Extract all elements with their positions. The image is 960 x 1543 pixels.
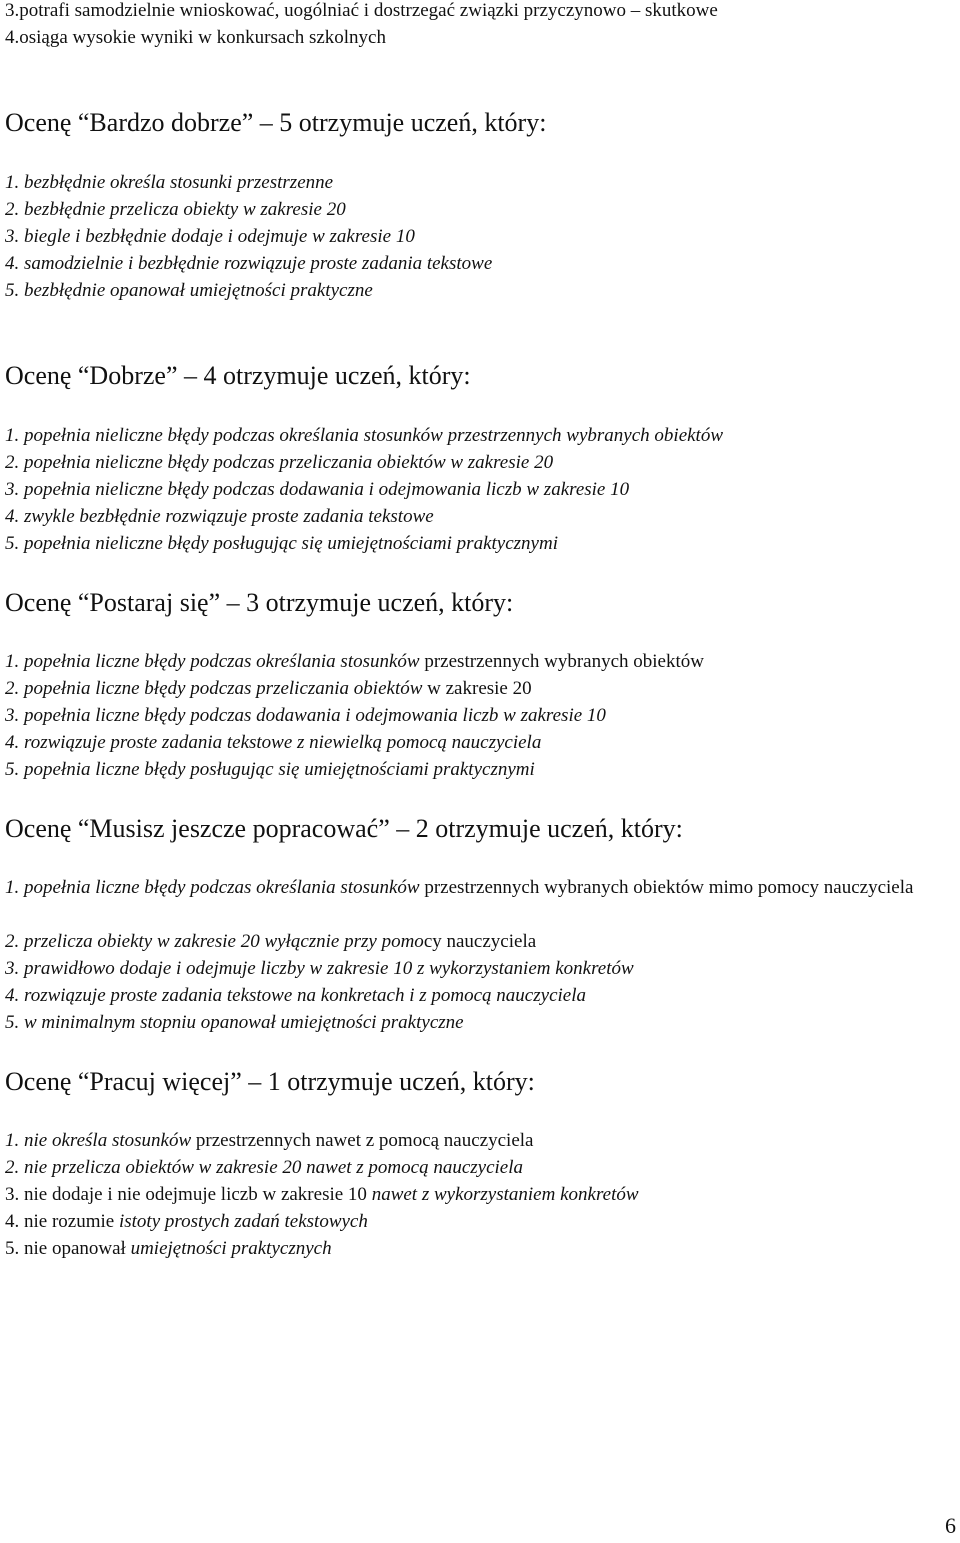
grade4-section xyxy=(5,358,471,394)
grade2-item-1-tail: mimo pomocy nauczyciela xyxy=(703,877,914,898)
grade1-item-2-italic: 2. nie przelicza obiektów w zakresie 20 nawet z pomocą nauczyciela xyxy=(5,1157,524,1178)
grade2-section xyxy=(5,811,683,847)
grade3-item-1-italic: 1. popełnia liczne błędy podczas określania stosunków xyxy=(5,651,420,672)
intro-item-4: 4.osiąga wysokie wyniki w konkursach szkolnych xyxy=(5,27,386,48)
grade1-item-4 xyxy=(5,1208,639,1235)
grade3-section xyxy=(5,585,513,621)
grade5-item-1: 1. bezbłędnie określa stosunki przestrzenne xyxy=(5,172,334,193)
grade1-item-3-italic: nawet z wykorzystaniem konkretów xyxy=(366,1184,639,1205)
grade1-item-3 xyxy=(5,1181,639,1208)
grade5-item-2: 2. bezbłędnie przelicza obiekty w zakresie 20 xyxy=(5,199,346,220)
grade1-item-5 xyxy=(5,1235,639,1262)
grade4-item-1: 1. popełnia nieliczne błędy podczas określania stosunków przestrzennych wybranych obiektów xyxy=(5,425,724,446)
grade5-heading: Ocenę “Bardzo dobrze” – 5 otrzymuje uczeń, który: xyxy=(5,108,547,137)
grade4-list xyxy=(5,422,723,557)
intro-item-3: 3.potrafi samodzielnie wnioskować, uogólniać i dostrzegać związki przyczynowo – skutkowe xyxy=(5,0,718,21)
grade4-item-2: 2. popełnia nieliczne błędy podczas przeliczania obiektów w zakresie 20 xyxy=(5,452,554,473)
grade3-item-5: 5. popełnia liczne błędy posługując się umiejętnościami praktycznymi xyxy=(5,759,535,780)
grade5-item-5: 5. bezbłędnie opanował umiejętności praktyczne xyxy=(5,280,373,301)
grade2-item-1-italic: 1. popełnia liczne błędy podczas określania stosunków xyxy=(5,877,420,898)
grade2-item-2 xyxy=(5,928,950,955)
grade1-item-2 xyxy=(5,1154,639,1181)
grade3-item-3: 3. popełnia liczne błędy podczas dodawania i odejmowania liczb w zakresie 10 xyxy=(5,705,606,726)
grade2-item-1-roman: przestrzennych wybranych obiektów xyxy=(419,877,704,898)
grade1-item-1-roman: przestrzennych nawet z pomocą nauczyciela xyxy=(191,1130,534,1151)
grade2-heading: Ocenę “Musisz jeszcze popracować” – 2 otrzymuje uczeń, który: xyxy=(5,814,683,843)
grade3-heading: Ocenę “Postaraj się” – 3 otrzymuje uczeń, który: xyxy=(5,588,514,617)
grade1-item-4-roman: 4. nie rozumie xyxy=(5,1211,115,1232)
grade1-section xyxy=(5,1064,535,1100)
grade1-heading: Ocenę “Pracuj więcej” – 1 otrzymuje uczeń, który: xyxy=(5,1067,535,1096)
intro-list xyxy=(5,0,718,51)
page-number: 6 xyxy=(945,1513,956,1538)
grade3-item-2 xyxy=(5,675,704,702)
grade1-item-5-roman: 5. nie opanował xyxy=(5,1238,126,1259)
grade2-item-2-roman: cy nauczyciela xyxy=(423,931,537,952)
grade1-list xyxy=(5,1127,639,1262)
grade2-item-1 xyxy=(5,874,950,928)
grade5-item-3: 3. biegle i bezbłędnie dodaje i odejmuje w zakresie 10 xyxy=(5,226,415,247)
grade5-list xyxy=(5,169,492,304)
grade1-item-3-roman: 3. nie dodaje i nie odejmuje liczb w zakresie 10 xyxy=(5,1184,367,1205)
grade3-item-1-roman: przestrzennych wybranych obiektów xyxy=(419,651,704,672)
grade3-item-1 xyxy=(5,648,704,675)
grade2-item-4: 4. rozwiązuje proste zadania tekstowe na konkretach i z pomocą nauczyciela xyxy=(5,985,586,1006)
grade1-item-1-italic: 1. nie określa stosunków xyxy=(5,1130,192,1151)
grade4-item-3: 3. popełnia nieliczne błędy podczas dodawania i odejmowania liczb w zakresie 10 xyxy=(5,479,630,500)
grade5-item-4: 4. samodzielnie i bezbłędnie rozwiązuje proste zadania tekstowe xyxy=(5,253,493,274)
grade4-heading: Ocenę “Dobrze” – 4 otrzymuje uczeń, który: xyxy=(5,361,471,390)
grade2-item-5: 5. w minimalnym stopniu opanował umiejętności praktyczne xyxy=(5,1012,464,1033)
grade2-item-2-italic: 2. przelicza obiekty w zakresie 20 wyłącznie przy pomo xyxy=(5,931,424,952)
grade1-item-1 xyxy=(5,1127,639,1154)
grade2-list xyxy=(5,874,950,1036)
grade3-item-4: 4. rozwiązuje proste zadania tekstowe z niewielką pomocą nauczyciela xyxy=(5,732,542,753)
grade3-item-2-roman: w zakresie 20 xyxy=(422,678,532,699)
grade3-item-2-italic: 2. popełnia liczne błędy podczas przeliczania obiektów xyxy=(5,678,423,699)
grade4-item-4: 4. zwykle bezbłędnie rozwiązuje proste zadania tekstowe xyxy=(5,506,434,527)
grade4-item-5: 5. popełnia nieliczne błędy posługując się umiejętnościami praktycznymi xyxy=(5,533,558,554)
grade1-item-5-italic: umiejętności praktycznych xyxy=(125,1238,332,1259)
grade5-section xyxy=(5,105,546,141)
grade2-item-3: 3. prawidłowo dodaje i odejmuje liczby w zakresie 10 z wykorzystaniem konkretów xyxy=(5,958,634,979)
grade3-list xyxy=(5,648,704,783)
grade1-item-4-italic: istoty prostych zadań tekstowych xyxy=(114,1211,368,1232)
